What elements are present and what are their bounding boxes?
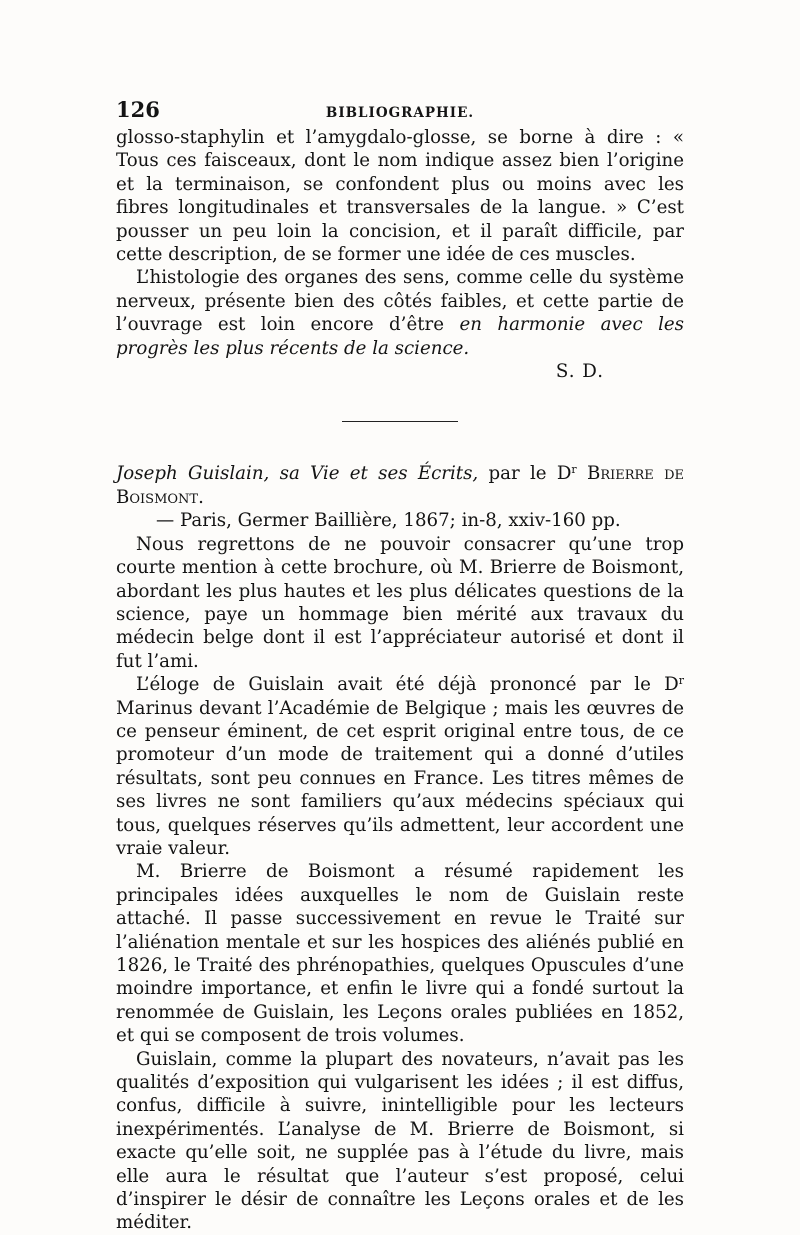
review1-signature: S. D. bbox=[555, 361, 604, 383]
book-page bbox=[116, 96, 684, 1235]
review2-paragraph-3: M. Brierre de Boismont a résumé rapidement les principales idées auxquelles le nom de Guislain reste attaché. Il passe successivement en revue le Traité sur l’aliénation mentale et sur les hospices des aliénés publié en 1826, le Traité des phrénopathies, quelques Opuscules d’une moindre importance, et enfin le livre qui a fondé surtout la renommée de Guislain, les Leçons orales publiées en 1852, et qui se composent de trois volumes. bbox=[116, 861, 684, 1047]
review2-heading bbox=[116, 462, 684, 509]
review2-paragraph-1: Nous regrettons de ne pouvoir consacrer qu’une trop courte mention à cette brochure, où M. Brierre de Boismont, abordant les plus hautes et les plus délicates questions de la science, paye un hommage bien mérité aux travaux du médecin belge dont il est l’appréciateur autorisé et dont il fut l’ami. bbox=[116, 533, 684, 672]
page-number: 126 bbox=[116, 97, 160, 122]
review2-title: Joseph Guislain, sa Vie et ses Écrits, bbox=[116, 463, 479, 485]
running-head: BIBLIOGRAPHIE. bbox=[325, 105, 475, 121]
review1-paragraph-2-text: L’histologie des organes des sens, comme celle du système nerveux, présente bien des côtés faibles, et cette partie de l’ouvrage est loin encore d’être bbox=[116, 267, 684, 336]
review2-publication: — Paris, Germer Baillière, 1867; in-8, xxiv-160 pp. bbox=[156, 510, 621, 532]
section-divider bbox=[342, 421, 458, 422]
review1-emphasis: en harmonie avec les progrès les plus récents de la science. bbox=[116, 314, 684, 359]
review2-dr-sup: r bbox=[571, 463, 577, 477]
review2-paragraph-2-before: L’éloge de Guislain avait été déjà prononcé par le D bbox=[136, 674, 679, 696]
review1-paragraph-2 bbox=[116, 266, 684, 360]
page-header bbox=[116, 96, 684, 126]
review2-paragraph-2-after: Marinus devant l’Académie de Belgique ; mais les œuvres de ce penseur éminent, de cet esprit original entre tous, de ce promoteur d’un mode de traitement qui a donné d’utiles résultats, sont peu connues en France. Les titres mêmes de ses livres ne sont familiers qu’aux médecins spéciaux qui tous, quelques réserves qu’ils admettent, leur accordent une vraie valeur. bbox=[116, 697, 684, 859]
review1-paragraph-1: glosso-staphylin et l’amygdalo-glosse, se borne à dire : « Tous ces faisceaux, dont le nom indique assez bien l’origine et la terminaison, se confondent plus ou moins avec les fibres longitudinales et transversales de la langue. » C’est pousser un peu loin la concision, et il paraît difficile, par cette description, de se former une idée de ces muscles. bbox=[116, 127, 684, 266]
review2-paragraph-4: Guislain, comme la plupart des novateurs, n’avait pas les qualités d’exposition qui vulgarisent les idées ; il est diffus, confus, difficile à suivre, inintelligible pour les lecteurs inexpérimentés. L’analyse de M. Brierre de Boismont, si exacte qu’elle soit, ne supplée pas à l’étude du livre, mais elle aura le résultat que l’auteur s’est proposé, celui d’inspirer le désir de connaître les Leçons orales et de les méditer. bbox=[116, 1048, 684, 1234]
review2-paragraph-2-sup: r bbox=[678, 674, 684, 688]
review2-paragraph-2 bbox=[116, 673, 684, 860]
review2-author: Brierre de Boismont. bbox=[116, 463, 684, 508]
review2-by: par le D bbox=[478, 463, 572, 485]
